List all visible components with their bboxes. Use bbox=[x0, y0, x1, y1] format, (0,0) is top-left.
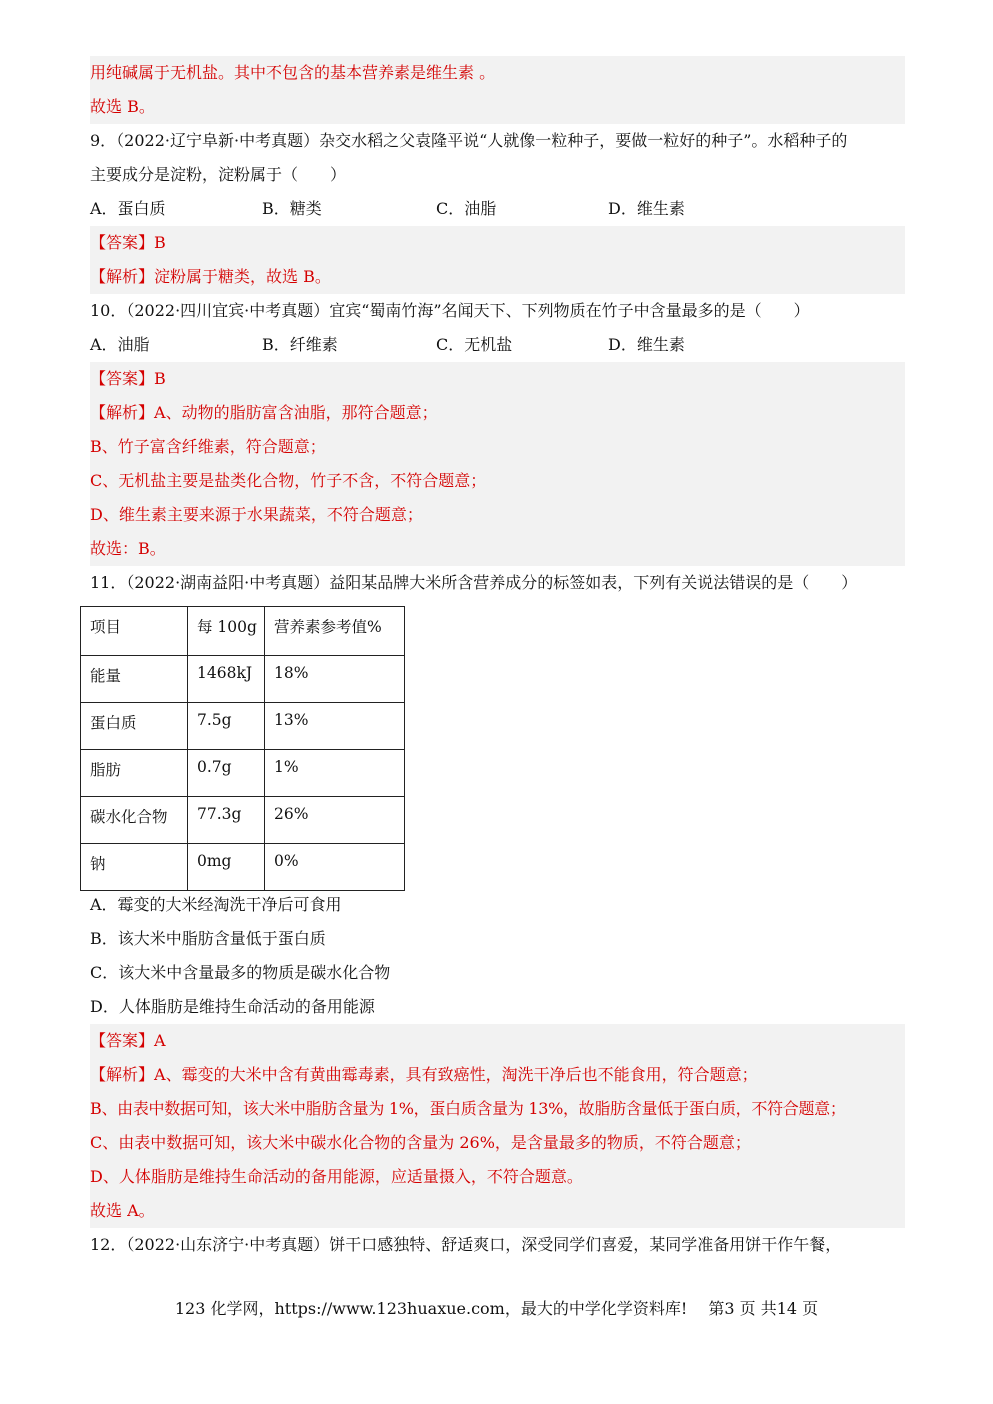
table-row bbox=[81, 703, 405, 750]
option-c: C．无机盐 bbox=[436, 335, 513, 354]
table-row bbox=[81, 844, 405, 891]
question-10-analysis-b: B、竹子富含纤维素，符合题意； bbox=[90, 430, 905, 464]
option-d: D．维生素 bbox=[608, 335, 685, 354]
analysis-tag: 【解析】 bbox=[90, 403, 155, 422]
answer-value: A bbox=[154, 1031, 166, 1050]
question-11-option-d: D．人体脂肪是维持生命活动的备用能源 bbox=[90, 997, 375, 1016]
analysis-tag: 【解析】 bbox=[90, 1065, 155, 1084]
question-9-stem: 9．（2022·辽宁阜新·中考真题）杂交水稻之父袁隆平说“人就像一粒种子，要做一粒好的种子”。水稻种子的 bbox=[90, 131, 848, 150]
table-row bbox=[81, 797, 405, 844]
option-b: B．纤维素 bbox=[262, 335, 338, 354]
option-a: A．油脂 bbox=[90, 335, 150, 354]
option-b: B．糖类 bbox=[262, 199, 322, 218]
question-9-answer bbox=[90, 226, 905, 260]
question-11-analysis-b: B、由表中数据可知，该大米中脂肪含量为 1%，蛋白质含量为 13%，故脂肪含量低于蛋白质，不符合题意； bbox=[90, 1092, 905, 1126]
answer-tag: 【答案】 bbox=[90, 1031, 155, 1050]
header-per-100g: 每 100g bbox=[188, 607, 265, 656]
analysis-text: A、霉变的大米中含有黄曲霉毒素，具有致癌性，淘洗干净后也不能食用，符合题意； bbox=[154, 1065, 758, 1084]
table-row bbox=[81, 656, 405, 703]
question-10-answer bbox=[90, 362, 905, 396]
answer-conclusion: 故选 B。 bbox=[90, 90, 905, 124]
question-10-analysis-c: C、无机盐主要是盐类化合物，竹子不含，不符合题意； bbox=[90, 464, 905, 498]
table-cell: 脂肪 bbox=[81, 750, 188, 797]
answer-value: B bbox=[154, 369, 166, 388]
question-12-stem: 12．（2022·山东济宁·中考真题）饼干口感独特、舒适爽口，深受同学们喜爱，某同学准备用饼干作午餐， bbox=[90, 1235, 842, 1254]
table-cell: 0.7g bbox=[188, 750, 265, 797]
nutrition-table bbox=[80, 606, 405, 891]
analysis-continuation: 用纯碱属于无机盐。其中不包含的基本营养素是维生素 。 bbox=[90, 56, 905, 90]
option-a: A．蛋白质 bbox=[90, 199, 166, 218]
table-cell: 26% bbox=[265, 797, 405, 844]
question-11-option-b: B．该大米中脂肪含量低于蛋白质 bbox=[90, 929, 326, 948]
header-item: 项目 bbox=[81, 607, 188, 656]
analysis-tag: 【解析】 bbox=[90, 267, 155, 286]
question-11-analysis-d: D、人体脂肪是维持生命活动的备用能源，应适量摄入，不符合题意。 bbox=[90, 1160, 905, 1194]
question-11-option-c: C．该大米中含量最多的物质是碳水化合物 bbox=[90, 963, 391, 982]
header-reference: 营养素参考值% bbox=[265, 607, 405, 656]
table-cell: 0mg bbox=[188, 844, 265, 891]
question-11-answer bbox=[90, 1024, 905, 1058]
table-cell: 7.5g bbox=[188, 703, 265, 750]
answer-tag: 【答案】 bbox=[90, 233, 155, 252]
table-cell: 77.3g bbox=[188, 797, 265, 844]
table-cell: 能量 bbox=[81, 656, 188, 703]
question-9-stem-cont: 主要成分是淀粉，淀粉属于（ ） bbox=[90, 165, 347, 184]
answer-value: B bbox=[154, 233, 166, 252]
question-10-analysis-d: D、维生素主要来源于水果蔬菜，不符合题意； bbox=[90, 498, 905, 532]
table-cell: 13% bbox=[265, 703, 405, 750]
question-10-conclusion: 故选：B。 bbox=[90, 532, 905, 566]
question-9-analysis bbox=[90, 260, 905, 294]
table-cell: 1468kJ bbox=[188, 656, 265, 703]
option-d: D．维生素 bbox=[608, 199, 685, 218]
table-cell: 0% bbox=[265, 844, 405, 891]
question-11-stem: 11．（2022·湖南益阳·中考真题）益阳某品牌大米所含营养成分的标签如表，下列有关说法错误的是（ ） bbox=[90, 573, 858, 592]
table-cell: 18% bbox=[265, 656, 405, 703]
analysis-text: 淀粉属于糖类，故选 B。 bbox=[154, 267, 331, 286]
question-10-analysis-a bbox=[90, 396, 905, 430]
table-cell: 钠 bbox=[81, 844, 188, 891]
page-footer: 123 化学网，https://www.123huaxue.com，最大的中学化学资料库! 第3 页 共14 页 bbox=[174, 1299, 819, 1318]
question-9-options bbox=[90, 192, 905, 226]
option-c: C．油脂 bbox=[436, 199, 497, 218]
question-10-options bbox=[90, 328, 905, 362]
table-row bbox=[81, 750, 405, 797]
question-11-analysis-c: C、由表中数据可知，该大米中碳水化合物的含量为 26%，是含量最多的物质，不符合题意； bbox=[90, 1126, 905, 1160]
question-11-conclusion: 故选 A。 bbox=[90, 1194, 905, 1228]
table-cell: 1% bbox=[265, 750, 405, 797]
table-header-row bbox=[81, 607, 405, 656]
answer-tag: 【答案】 bbox=[90, 369, 155, 388]
question-11-option-a: A．霉变的大米经淘洗干净后可食用 bbox=[90, 895, 342, 914]
table-cell: 碳水化合物 bbox=[81, 797, 188, 844]
table-cell: 蛋白质 bbox=[81, 703, 188, 750]
question-11-analysis-a bbox=[90, 1058, 905, 1092]
question-10-stem: 10．（2022·四川宜宾·中考真题）宜宾“蜀南竹海”名闻天下、下列物质在竹子中含量最多的是（ ） bbox=[90, 301, 810, 320]
analysis-text: A、动物的脂肪富含油脂，那符合题意； bbox=[154, 403, 438, 422]
